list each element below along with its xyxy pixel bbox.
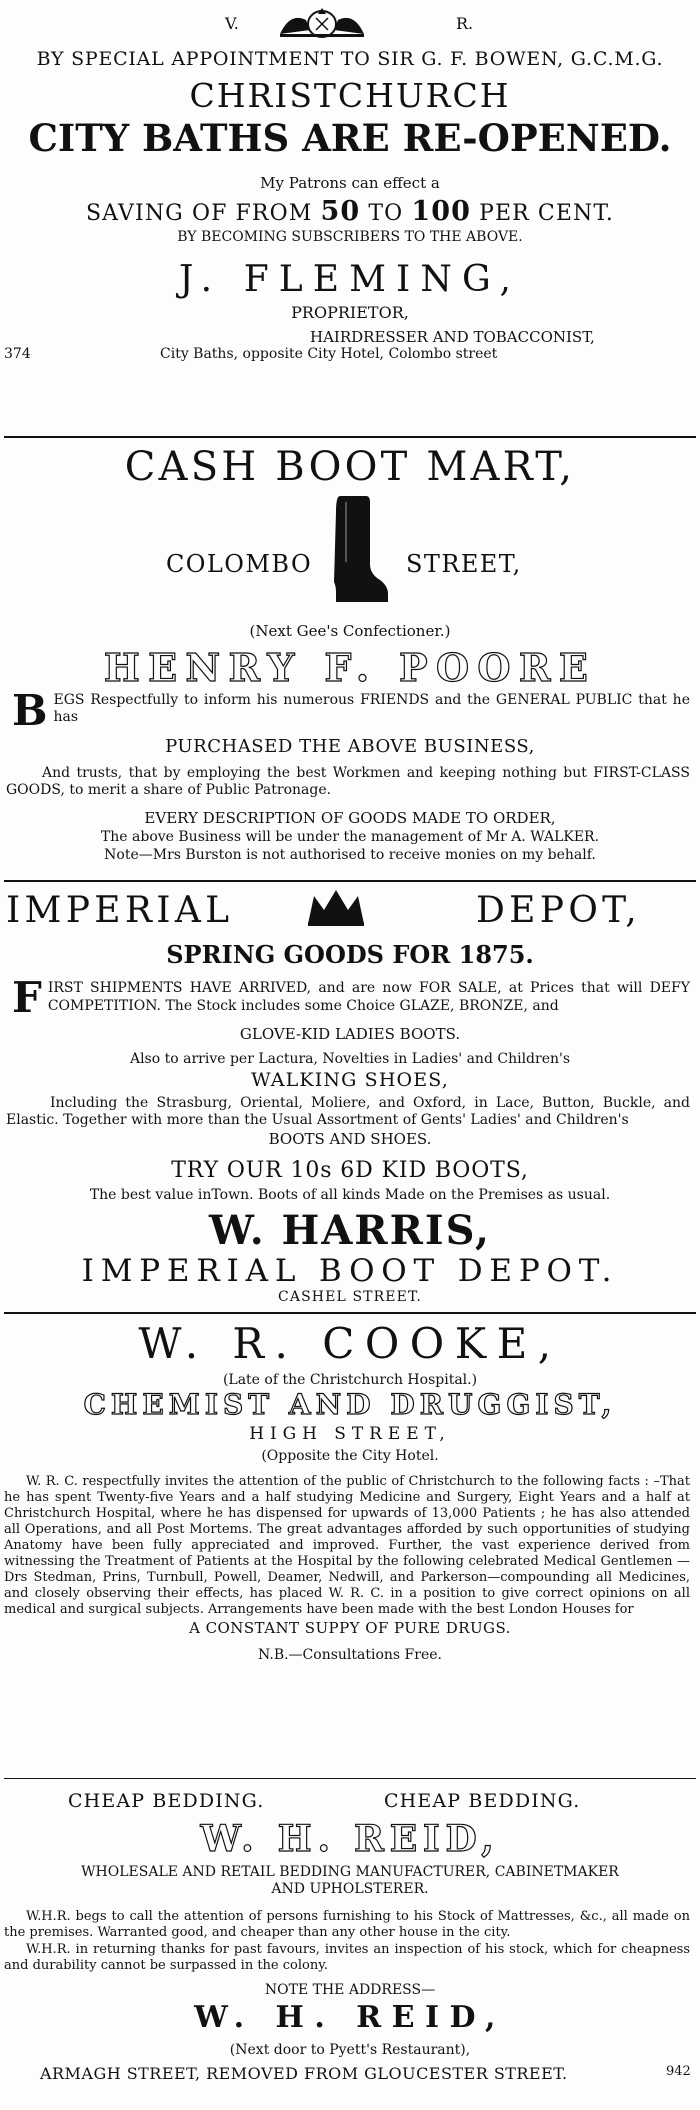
divider [4, 1778, 696, 1779]
imperial-depot-row [0, 888, 700, 936]
drop-cap-b: B [12, 686, 48, 735]
reid-address: ARMAGH STREET, REMOVED FROM GLOUCESTER STREET. [40, 2064, 568, 2083]
chemist-druggist-text: CHEMIST AND DRUGGIST, [83, 1388, 617, 1421]
imperial-depot-ad [0, 888, 700, 1305]
constant-supply-line: A CONSTANT SUPPY OF PURE DRUGS. [189, 1619, 511, 1637]
royal-crest-row [0, 4, 700, 40]
note-address-line: NOTE THE ADDRESS— [264, 1982, 436, 1998]
reid-name-text: W. H. REID, [200, 1818, 500, 1860]
cheap-bedding-right: CHEAP BEDDING. [384, 1790, 581, 1812]
depot-word: DEPOT, [476, 890, 641, 931]
purchased-line: PURCHASED THE ABOVE BUSINESS, [165, 736, 535, 757]
shipments-text: IRST SHIPMENTS HAVE ARRIVED, and are now FOR SALE, at Prices that will DEFY COMPETITION. The Stock includes some Choice GLAZE, BRONZE, and [47, 980, 690, 1014]
cooke-chemist-ad [0, 1320, 700, 1663]
trade-line: HAIRDRESSER AND TOBACCONIST, [310, 328, 595, 346]
cooke-body: W. R. C. respectfully invites the attention of the public of Christchurch to the following facts : –That he has spent Twenty-five Years and a half studying Medicine and Surgery, Eight Years and a half at Christchurch Hospital, where he has dispensed for upwards of 13,000 Patients ; he has also attended all Operations, and all Post Mortems. The great advantages afforded by such opportunities of studying Anatomy have been fully appreciated and improved. Further, the vast experience derived from witnessing the Treatment of Patients at the Hospital by the following celebrated Medical Gentlemen —Drs Stedman, Prins, Turnbull, Powell, Deamer, Nedwill, and Parkerson—compounding all Medicines, and closely observing their effects, has placed W. R. C. in a position to give correct opinions on all medical and surgical subjects. Arrangements have been made with the best London Houses for [4, 1474, 690, 1617]
walking-shoes-line: WALKING SHOES, [251, 1069, 449, 1091]
divider [4, 436, 696, 438]
reid-name [0, 1818, 700, 1860]
city-baths-title: CITY BATHS ARE RE-OPENED. [28, 116, 672, 160]
cheap-bedding-row [0, 1790, 700, 1816]
divider [4, 1312, 696, 1314]
ad-number: 374 [4, 346, 31, 362]
saving-to: TO [368, 201, 404, 226]
including-paragraph: Including the Strasburg, Oriental, Moliere, and Oxford, in Lace, Button, Buckle, and Elastic. Together with more than the Usual Assortment of Gents' Ladies' and Children's [6, 1095, 690, 1128]
reid-body2: W.H.R. in returning thanks for past favours, invites an inspection of his stock, which for cheapness and durability cannot be surpassed in the colony. [4, 1942, 690, 1973]
management-line: The above Business will be under the management of Mr A. WALKER. [100, 829, 600, 845]
chemist-druggist-line [0, 1388, 700, 1422]
glove-kid-line: GLOVE-KID LADIES BOOTS. [239, 1025, 461, 1043]
trusts-paragraph: And trusts, that by employing the best Workmen and keeping nothing but FIRST-CLASS GOODS, to merit a share of Public Patronage. [6, 765, 690, 798]
next-gees-line: (Next Gee's Confectioner.) [249, 622, 451, 640]
cash-boot-mart-ad [0, 444, 700, 863]
crown-emblem-icon [304, 888, 368, 928]
spring-goods-line: SPRING GOODS FOR 1875. [166, 940, 534, 969]
try-kid-boots-line: TRY OUR 10s 6D KID BOOTS, [171, 1158, 529, 1183]
royal-coat-of-arms-icon [272, 4, 372, 40]
cheap-bedding-left: CHEAP BEDDING. [68, 1790, 265, 1812]
saving-suffix: PER CENT. [479, 201, 614, 226]
reid-name-2: W. H. REID, [194, 2000, 506, 2035]
crest-left-letter: V. [225, 14, 239, 33]
crest-right-letter: R. [456, 14, 474, 33]
saving-prefix: SAVING OF FROM [85, 201, 313, 226]
note-line: Note—Mrs Burston is not authorised to receive monies on my behalf. [104, 847, 596, 863]
reid-bedding-ad [0, 1790, 700, 2088]
ad-number: 942 [666, 2064, 691, 2079]
reid-address-row [0, 2064, 700, 2088]
reid-trade-line2: AND UPHOLSTERER. [271, 1881, 429, 1897]
baths-address: City Baths, opposite City Hotel, Colombo street [160, 346, 498, 362]
henry-poore-name [0, 646, 700, 690]
every-description-line: EVERY DESCRIPTION OF GOODS MADE TO ORDER, [144, 809, 556, 827]
colombo-word: COLOMBO [166, 550, 313, 578]
shipments-paragraph [6, 973, 690, 1022]
drop-cap-f: F [12, 973, 42, 1022]
fleming-name: J. FLEMING, [178, 259, 522, 300]
city-baths-ad [0, 4, 700, 368]
christchurch-title: CHRISTCHURCH [189, 76, 511, 115]
henry-poore-text: HENRY F. POORE [103, 645, 597, 690]
high-street-line: HIGH STREET, [249, 1424, 451, 1444]
harris-name: W. HARRIS, [209, 1207, 491, 1254]
next-pyetts-line: (Next door to Pyett's Restaurant), [229, 2042, 471, 2058]
boots-shoes-line: BOOTS AND SHOES. [268, 1130, 432, 1148]
also-arrive-line: Also to arrive per Lactura, Novelties in Ladies' and Children's [129, 1051, 571, 1067]
cashel-street-line: CASHEL STREET. [278, 1289, 422, 1305]
begs-paragraph [6, 686, 690, 735]
consultations-line: N.B.—Consultations Free. [258, 1647, 442, 1663]
imperial-word: IMPERIAL [6, 890, 234, 931]
saving-line [0, 196, 700, 227]
saving-50: 50 [320, 196, 361, 227]
patrons-line: My Patrons can effect a [260, 174, 440, 192]
colombo-street-row [0, 490, 700, 610]
best-value-line: The best value inTown. Boots of all kinds Made on the Premises as usual. [89, 1187, 611, 1203]
subscribers-line: BY BECOMING SUBSCRIBERS TO THE ABOVE. [177, 229, 523, 245]
saving-100: 100 [411, 196, 471, 227]
address-row [0, 346, 700, 368]
proprietor-line: PROPRIETOR, [291, 303, 409, 322]
street-word: STREET, [406, 550, 522, 578]
reid-trade-line1: WHOLESALE AND RETAIL BEDDING MANUFACTURER, CABINETMAKER [81, 1864, 619, 1880]
appointment-line: BY SPECIAL APPOINTMENT TO SIR G. F. BOWEN, G.C.M.G. [36, 48, 664, 70]
boot-icon [320, 494, 390, 606]
reid-body1: W.H.R. begs to call the attention of persons furnishing to his Stock of Mattresses, &c., all made on the premises. Warranted good, and cheaper than any other house in the city. [4, 1909, 690, 1940]
late-hospital-line: (Late of the Christchurch Hospital.) [222, 1372, 478, 1388]
cooke-name: W. R. COOKE, [138, 1319, 562, 1368]
opposite-hotel-line: (Opposite the City Hotel. [261, 1448, 439, 1464]
divider [4, 880, 696, 882]
imperial-boot-depot-line: IMPERIAL BOOT DEPOT. [81, 1253, 619, 1289]
cash-boot-mart-title: CASH BOOT MART, [124, 444, 576, 490]
begs-text: EGS Respectfully to inform his numerous FRIENDS and the GENERAL PUBLIC that he has [53, 692, 690, 725]
